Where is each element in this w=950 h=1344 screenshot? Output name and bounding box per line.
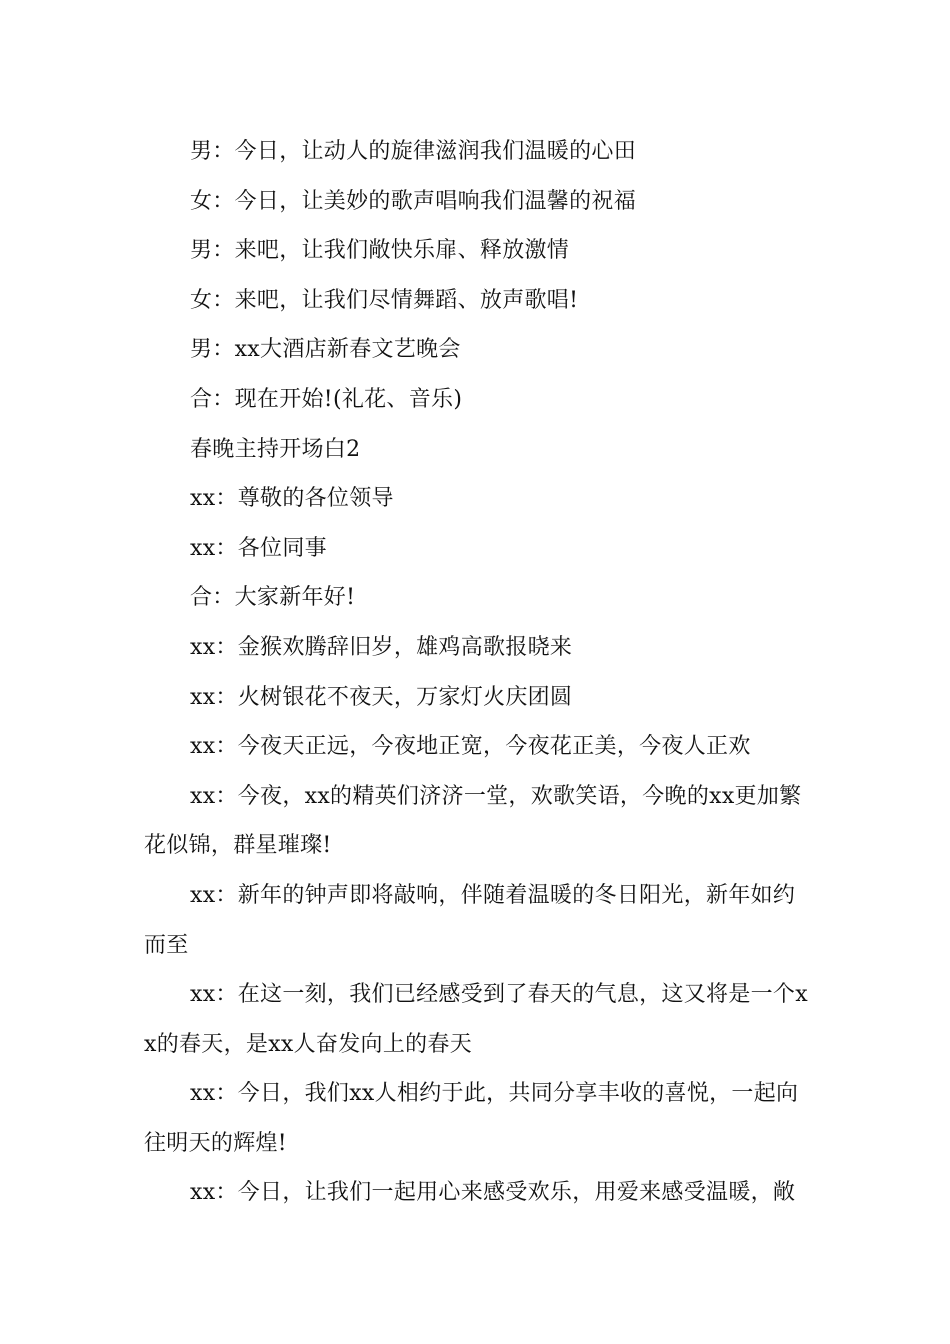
paragraph: 男：xx大酒店新春文艺晚会 xyxy=(190,337,461,363)
paragraph: xx：今日，让我们一起用心来感受欢乐，用爱来感受温暖，敞 xyxy=(190,1180,796,1206)
paragraph: xx：金猴欢腾辞旧岁，雄鸡高歌报晓来 xyxy=(190,634,573,660)
paragraph: xx：今夜天正远，今夜地正宽，今夜花正美，今夜人正欢 xyxy=(190,734,751,760)
paragraph: 男：来吧，让我们敞快乐扉、释放激情 xyxy=(190,238,570,264)
section-heading: 春晚主持开场白2 xyxy=(190,436,361,462)
paragraph: 合：现在开始!(礼花、音乐) xyxy=(190,386,463,412)
paragraph: xx：今日，我们xx人相约于此，共同分享丰收的喜悦，一起向往明天的辉煌! xyxy=(144,1081,799,1156)
paragraph: xx：尊敬的各位领导 xyxy=(190,486,394,512)
paragraph: 合：大家新年好! xyxy=(190,585,356,611)
paragraph: xx：火树银花不夜天，万家灯火庆团圆 xyxy=(190,684,573,710)
document-body xyxy=(144,127,808,1218)
paragraph: 女：今日，让美妙的歌声唱响我们温馨的祝福 xyxy=(190,188,637,214)
paragraph: 男：今日，让动人的旋律滋润我们温暖的心田 xyxy=(190,139,637,164)
paragraph: xx：今夜，xx的精英们济济一堂，欢歌笑语，今晚的xx更加繁花似锦，群星璀璨! xyxy=(144,783,802,859)
paragraph: xx：在这一刻，我们已经感受到了春天的气息，这又将是一个xx的春天，是xx人奋发向上的春天 xyxy=(144,982,808,1057)
paragraph: xx：新年的钟声即将敲响，伴随着温暖的冬日阳光，新年如约而至 xyxy=(144,882,796,958)
paragraph: 女：来吧，让我们尽情舞蹈、放声歌唱! xyxy=(190,287,579,313)
paragraph: xx：各位同事 xyxy=(190,535,327,561)
